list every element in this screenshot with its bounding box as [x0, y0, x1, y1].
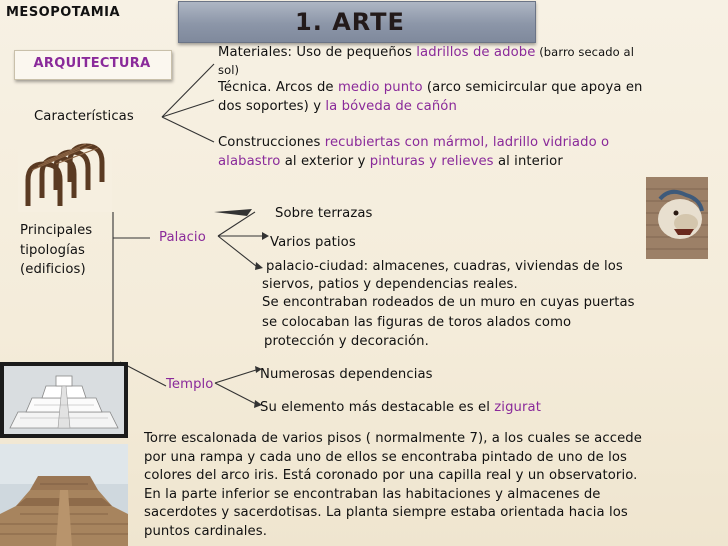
subtitle-label: ARQUITECTURA	[33, 56, 151, 71]
palacio-label: Palacio	[159, 230, 206, 245]
palacio-item-muro-3: protección y decoración.	[264, 334, 429, 349]
section-label: MESOPOTAMIA	[6, 5, 121, 20]
connector-construcciones	[162, 117, 214, 142]
templo-item-dependencias: Numerosas dependencias	[260, 367, 433, 382]
arrow-terrazas	[214, 209, 252, 216]
palacio-item-ciudad-2: siervos, patios y dependencias reales.	[262, 277, 518, 292]
connector-ciudad	[218, 236, 256, 266]
tipologias-label-2: tipologías	[20, 243, 85, 258]
templo-label: Templo	[166, 377, 214, 392]
construcciones-text-2: alabastro al exterior y pinturas y relieves al interior	[218, 154, 563, 169]
connector-dependencias	[215, 370, 256, 383]
materiales-text-2: sol)	[218, 63, 240, 77]
tecnica-text-2: dos soportes) y la bóveda de cañón	[218, 99, 457, 114]
materiales-text: Materiales: Uso de pequeños ladrillos de adobe (barro secado al	[218, 45, 634, 60]
page-title: 1. ARTE	[295, 8, 405, 36]
palacio-item-patios: Varios patios	[270, 235, 356, 250]
tipologias-label-1: Principales	[20, 223, 93, 238]
ziggurat-reconstruction-image	[0, 362, 128, 438]
palacio-item-muro-2: se colocaban las figuras de toros alados como	[262, 315, 572, 330]
templo-item-zigurat: Su elemento más destacable es el zigurat	[260, 400, 541, 415]
arrow-patios	[262, 232, 269, 240]
connector-zigurat	[215, 383, 256, 404]
lion-relief-image	[646, 177, 708, 259]
palacio-item-muro-1: Se encontraban rodeados de un muro en cuyas puertas	[262, 295, 635, 310]
vault-arch-image	[18, 140, 112, 212]
connector-terrazas	[218, 212, 255, 236]
ziggurat-ruins-image	[0, 444, 128, 546]
tipologias-label-3: (edificios)	[20, 262, 86, 277]
construcciones-text: Construcciones recubiertas con mármol, ladrillo vidriado o	[218, 135, 610, 150]
palacio-item-ciudad-1: palacio-ciudad: almacenes, cuadras, viviendas de los	[266, 259, 623, 274]
zigurat-description: Torre escalonada de varios pisos ( normalmente 7), a los cuales se accede por una rampa y cada uno de ellos se encontraba pintado de uno de los colores del arco iris. Está coronado por una capilla real y un observatorio. En la parte inferior se encontraban las habitaciones y almacenes de sacerdotes y sacerdotisas. La planta siempre estaba orientada hacia los puntos cardinales.	[144, 431, 642, 539]
arrow-ciudad	[255, 262, 263, 270]
tecnica-text: Técnica. Arcos de medio punto (arco semicircular que apoya en	[218, 80, 643, 95]
palacio-item-terrazas: Sobre terrazas	[275, 206, 373, 221]
caracteristicas-label: Características	[34, 109, 134, 124]
